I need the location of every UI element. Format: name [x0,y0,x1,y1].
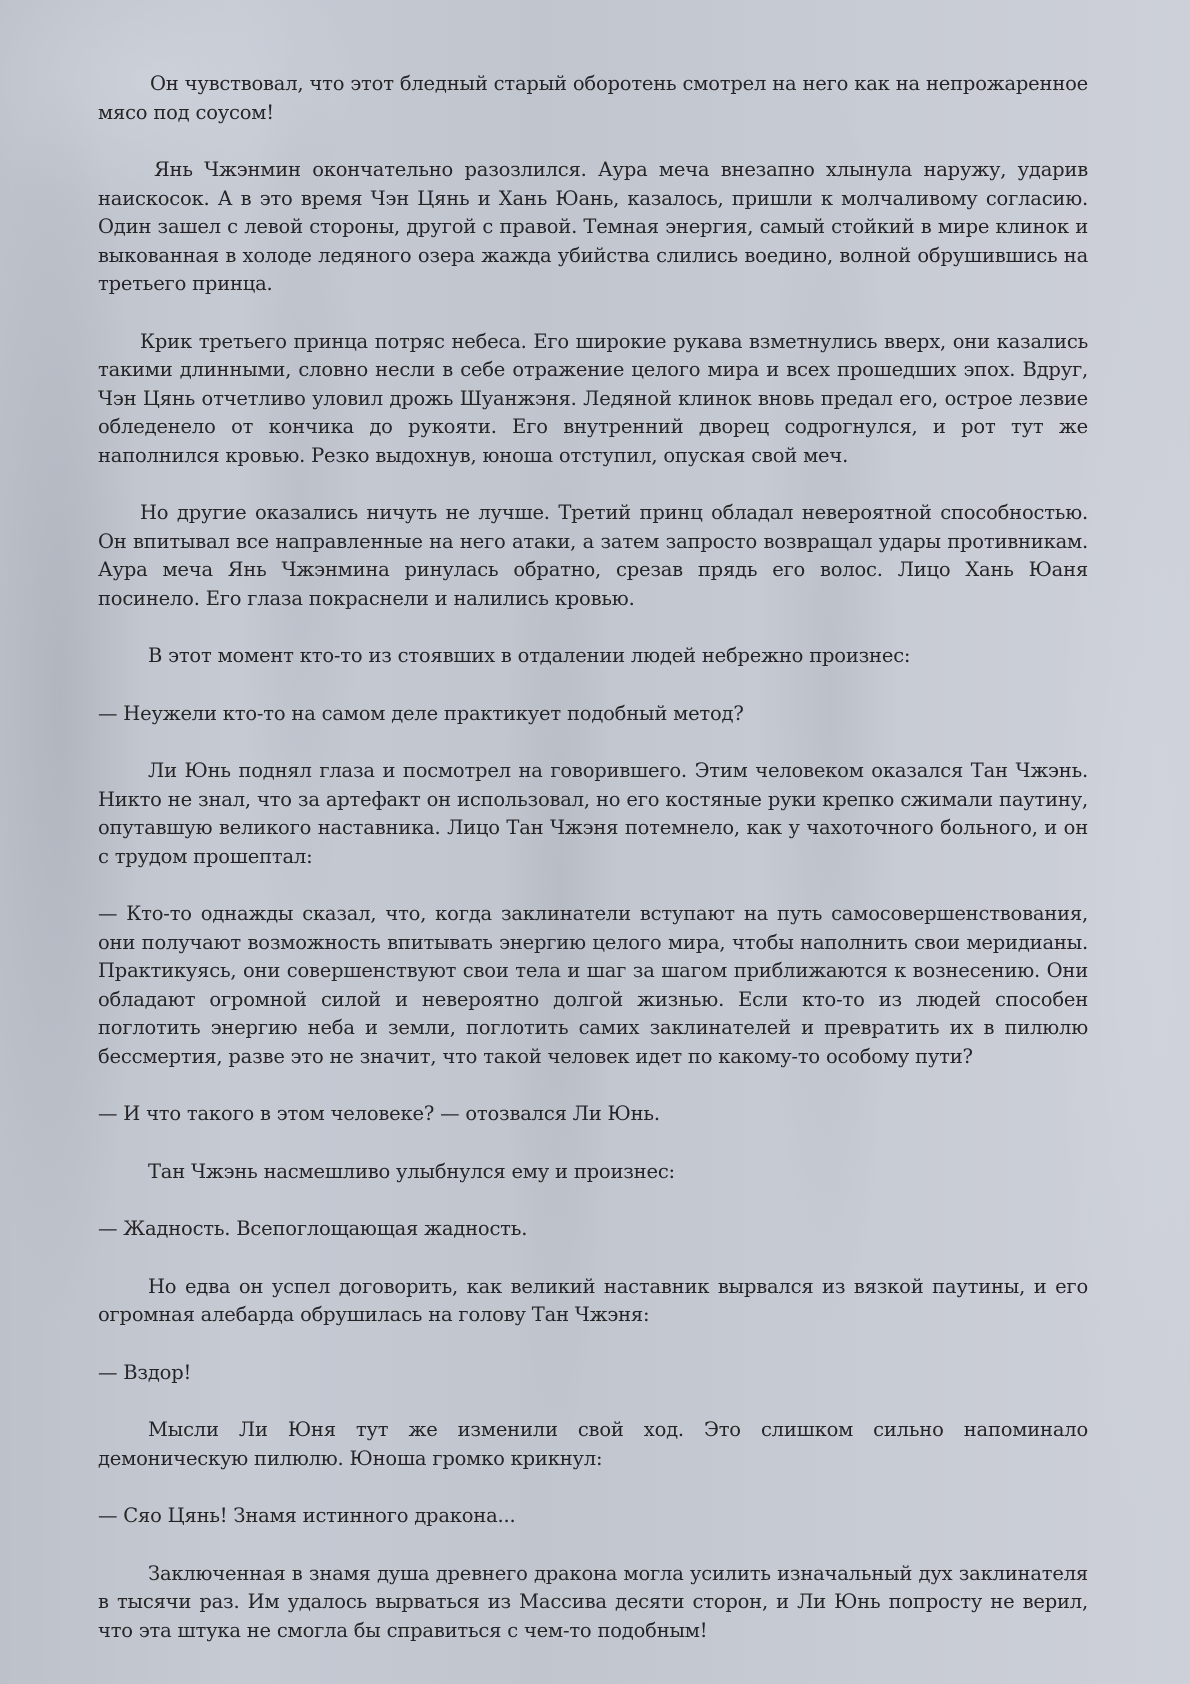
paragraph-narration: В этот момент кто-то из стоявших в отдалении людей небрежно произнес: [148,644,911,667]
paragraph-narration: Но другие оказались ничуть не лучше. Третий принц обладал невероятной способностью. Он впитывал все направленные на него атаки, а затем запросто возвращал удары противникам. Аура меча Янь Чжэнмина ринулась обратно, срезав прядь его волос. Лицо Хань Юаня посинело. Его глаза покраснели и налились кровью. [98,501,1088,610]
paragraph-narration: Тан Чжэнь насмешливо улыбнулся ему и произнес: [148,1159,675,1183]
paragraph-narration: Крик третьего принца потряс небеса. Его широкие рукава взметнулись вверх, они казались такими длинными, словно несли в себе отражение целого мира и всех прошедших эпох. Вдруг, Чэн Цянь отчетливо уловил дрожь Шуанжэня. Ледяной клинок вновь предал его, острое лезвие обледенело от кончика до рукояти. Его внутренний дворец содрогнулся, и рот тут же наполнился кровью. Резко выдохнув, юноша отступил, опуская свой меч. [98,329,1088,467]
paragraph-narration: Заключенная в знамя душа древнего дракона могла усилить изначальный дух заклинателя в тысячи раз. Им удалось вырваться из Массива десяти сторон, и Ли Юнь попросту не верил, что эта штука не смогла бы справиться с чем-то подобным! [98,1561,1088,1642]
paragraph-dialog: — И что такого в этом человеке? — отозвался Ли Юнь. [98,1102,660,1125]
paragraph-dialog: — Сяо Цянь! Знамя истинного дракона... [98,1504,516,1527]
paragraph-dialog: — Жадность. Всепоглощающая жадность. [98,1217,528,1240]
paragraph-narration: Мысли Ли Юня тут же изменили свой ход. Это слишком сильно напоминало демоническую пилюлю. Юноша громко крикнул: [98,1418,1088,1470]
paragraph-narration: Он чувствовал, что этот бледный старый оборотень смотрел на него как на непрожаренное мясо под соусом! [98,72,1088,124]
paragraph-dialog: — Неужели кто-то на самом деле практикует подобный метод? [98,701,744,725]
paragraph-dialog: — Кто-то однажды сказал, что, когда заклинатели вступают на путь самосовершенствования, они получают возможность впитывать энергию целого мира, чтобы наполнить свои меридианы. Практикуясь, они совершенствуют свои тела и шаг за шагом приближаются к вознесению. Они обладают огромной силой и невероятно долгой жизнью. Если кто-то из людей способен поглотить энергию неба и земли, поглотить самих заклинателей и превратить их в пилюлю бессмертия, разве это не значит, что такой человек идет по какому-то особому пути? [98,902,1088,1068]
document-page [98,70,1088,1674]
paragraph-narration: Но едва он успел договорить, как великий наставник вырвался из вязкой паутины, и его огромная алебарда обрушилась на голову Тан Чжэня: [98,1274,1088,1326]
paragraph-narration: Ли Юнь поднял глаза и посмотрел на говорившего. Этим человеком оказался Тан Чжэнь. Никто не знал, что за артефакт он использовал, но его костяные руки крепко сжимали паутину, опутавшую великого наставника. Лицо Тан Чжэня потемнело, как у чахоточного больного, и он с трудом прошептал: [98,759,1088,868]
paragraph-narration: Янь Чжэнмин окончательно разозлился. Аура меча внезапно хлынула наружу, ударив наискосок. А в это время Чэн Цянь и Хань Юань, казалось, пришли к молчаливому согласию. Один зашел с левой стороны, другой с правой. Темная энергия, самый стойкий в мире клинок и выкованная в холоде ледяного озера жажда убийства слились воедино, волной обрушившись на третьего принца. [98,158,1088,295]
paragraph-dialog: — Вздор! [98,1360,192,1384]
